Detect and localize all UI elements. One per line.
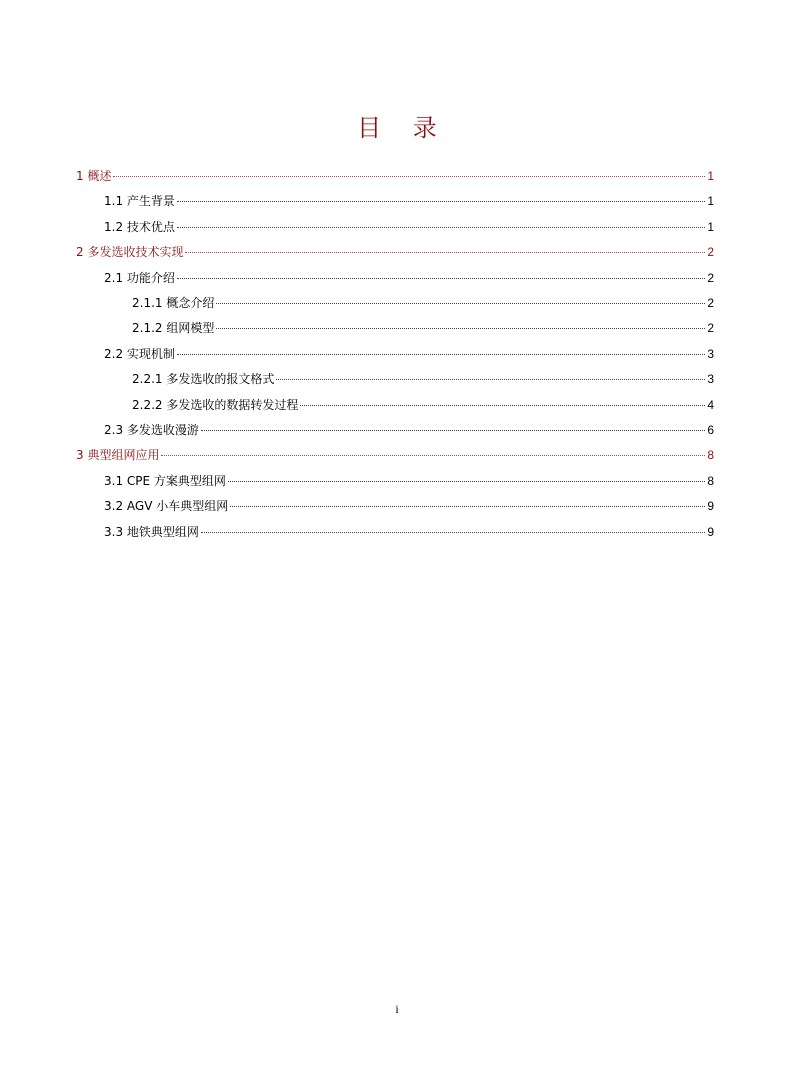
toc-dot-leader xyxy=(177,354,705,355)
toc-entry[interactable] xyxy=(104,420,714,440)
toc-entry-page: 2 xyxy=(707,245,714,259)
toc-entry-page: 2 xyxy=(707,321,714,335)
toc-entry-page: 1 xyxy=(707,194,714,208)
toc-dot-leader xyxy=(201,430,705,431)
toc-dot-leader xyxy=(216,328,705,329)
toc-entry[interactable] xyxy=(104,268,714,288)
toc-entry-page: 6 xyxy=(707,423,714,437)
toc-entry-page: 2 xyxy=(707,271,714,285)
toc-entry-page: 1 xyxy=(707,220,714,234)
toc-entry-page: 2 xyxy=(707,296,714,310)
toc-entry-label: 3.1 CPE 方案典型组网 xyxy=(104,474,226,488)
toc-dot-leader xyxy=(276,379,705,380)
page-title: 目 录 xyxy=(357,114,449,142)
toc-dot-leader xyxy=(216,303,705,304)
toc-entry-label: 3 典型组网应用 xyxy=(76,448,160,462)
toc-entry-page: 9 xyxy=(707,499,714,513)
toc-entry-page: 1 xyxy=(707,169,714,183)
footer-page-number: i xyxy=(395,1002,399,1016)
toc-dot-leader xyxy=(177,227,705,228)
toc-dot-leader xyxy=(185,252,705,253)
toc-entry-page: 4 xyxy=(707,398,714,412)
toc-entry-page: 8 xyxy=(707,448,714,462)
toc-entry-label: 3.2 AGV 小车典型组网 xyxy=(104,499,229,513)
toc-entry[interactable] xyxy=(104,471,714,491)
toc-entry[interactable] xyxy=(76,242,714,262)
toc-entry-label: 1 概述 xyxy=(76,169,112,183)
toc-entry[interactable] xyxy=(132,369,714,389)
toc-dot-leader xyxy=(300,405,705,406)
toc-dot-leader xyxy=(228,481,705,482)
toc-dot-leader xyxy=(230,506,705,507)
toc-entry[interactable] xyxy=(132,293,714,313)
toc-entry[interactable] xyxy=(104,191,714,211)
toc-dot-leader xyxy=(161,455,705,456)
toc-entry-page: 9 xyxy=(707,525,714,539)
toc-entry[interactable] xyxy=(104,344,714,364)
toc-entry-label: 2.3 多发选收漫游 xyxy=(104,423,199,437)
toc-entry[interactable] xyxy=(104,496,714,516)
toc-entry[interactable] xyxy=(76,166,714,186)
toc-entry-label: 2.1 功能介绍 xyxy=(104,271,175,285)
toc-entry[interactable] xyxy=(104,217,714,237)
toc-entry-label: 2.1.2 组网模型 xyxy=(132,321,215,335)
toc-entry-label: 2.2.2 多发选收的数据转发过程 xyxy=(132,398,299,412)
toc-entry-page: 8 xyxy=(707,474,714,488)
toc-entry[interactable] xyxy=(132,318,714,338)
toc-entry-label: 2.2.1 多发选收的报文格式 xyxy=(132,372,275,386)
toc-entry-label: 2.1.1 概念介绍 xyxy=(132,296,215,310)
toc-entry[interactable] xyxy=(76,445,714,465)
toc-dot-leader xyxy=(113,176,705,177)
toc-entry-label: 2 多发选收技术实现 xyxy=(76,245,184,259)
toc-dot-leader xyxy=(201,532,705,533)
toc-entry[interactable] xyxy=(132,395,714,415)
toc-entry-label: 3.3 地铁典型组网 xyxy=(104,525,199,539)
toc-entry-label: 1.1 产生背景 xyxy=(104,194,175,208)
toc-entry-page: 3 xyxy=(707,347,714,361)
toc-entry-label: 2.2 实现机制 xyxy=(104,347,175,361)
toc-dot-leader xyxy=(177,278,705,279)
toc-dot-leader xyxy=(177,201,705,202)
toc-entry-label: 1.2 技术优点 xyxy=(104,220,175,234)
toc-entry[interactable] xyxy=(104,522,714,542)
toc-entry-page: 3 xyxy=(707,372,714,386)
